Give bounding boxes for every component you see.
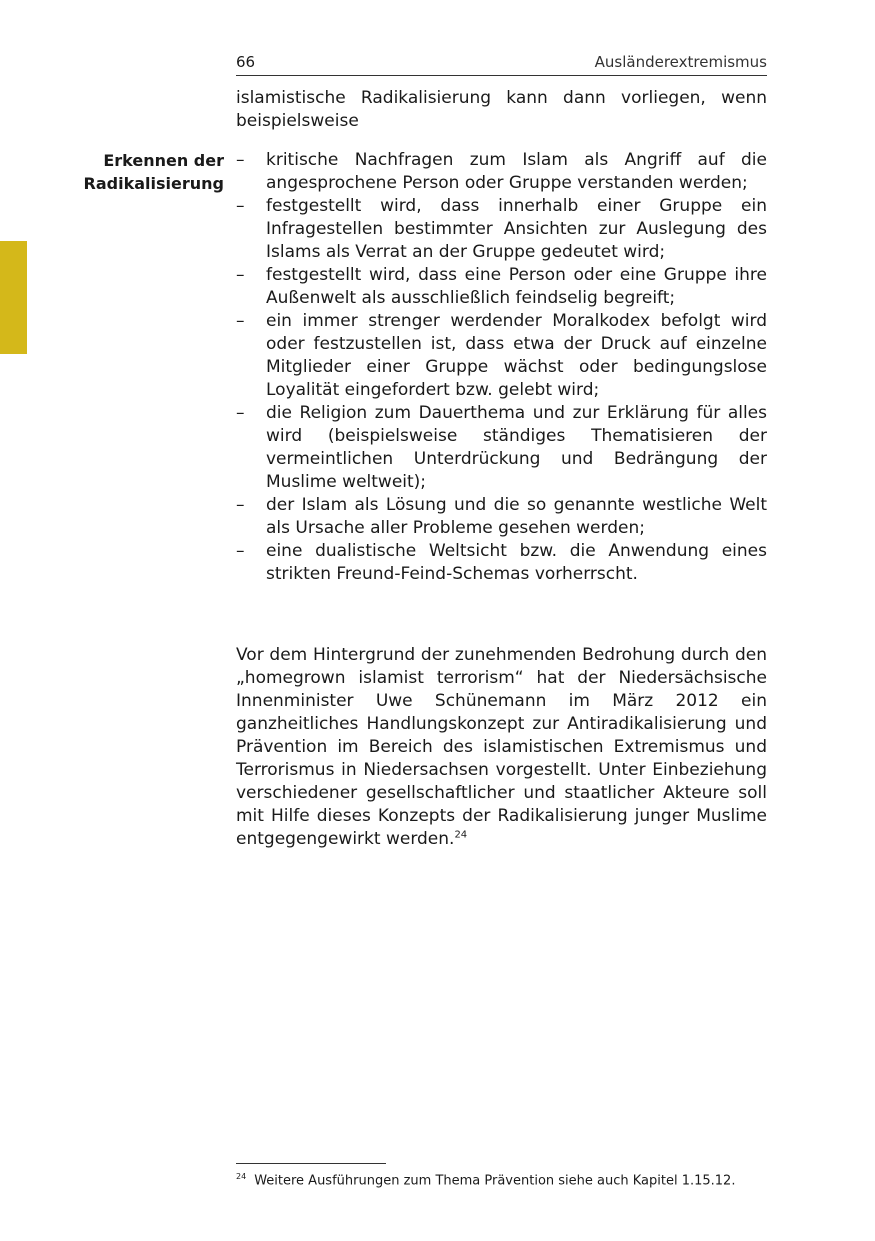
list-item-text: die Religion zum Dauerthema und zur Erklärung für alles wird (beispielsweise ständiges Thematisieren der vermeintlichen Unterdrückung und Bedrängung der Muslime weltweit); bbox=[266, 403, 767, 492]
footnote-number: 24 bbox=[236, 1172, 247, 1181]
list-item bbox=[236, 195, 767, 264]
dash-bullet: – bbox=[236, 265, 245, 285]
dash-bullet: – bbox=[236, 403, 245, 423]
intro-text: islamistische Radikalisierung kann dann vorliegen, wenn beispielsweise bbox=[236, 88, 767, 131]
page-header bbox=[236, 51, 767, 76]
indicator-list bbox=[236, 149, 767, 586]
dash-bullet: – bbox=[236, 541, 245, 561]
page-number: 66 bbox=[236, 53, 256, 71]
running-title: Ausländerextremismus bbox=[594, 53, 767, 71]
margin-heading: Erkennen der Radikalisierung bbox=[83, 151, 224, 193]
list-item-text: ein immer strenger werdender Moralkodex befolgt wird oder festzustellen ist, dass etwa der Druck auf einzelne Mitglieder einer Gruppe wächst oder bedingungslose Loyalität eingefordert bzw. gelebt wird; bbox=[266, 311, 767, 400]
footnote-divider bbox=[236, 1163, 386, 1164]
list-item-text: festgestellt wird, dass innerhalb einer Gruppe ein Infragestellen bestimmter Ansichten zur Auslegung des Islams als Verrat an der Gruppe gedeutet wird; bbox=[266, 196, 767, 262]
chapter-color-tab bbox=[0, 241, 27, 354]
dash-bullet: – bbox=[236, 150, 245, 170]
list-item-text: der Islam als Lösung und die so genannte westliche Welt als Ursache aller Probleme gesehen werden; bbox=[266, 495, 767, 538]
dash-bullet: – bbox=[236, 311, 245, 331]
footnote-reference[interactable]: 24 bbox=[454, 829, 468, 841]
footnote-text: Weitere Ausführungen zum Thema Prävention siehe auch Kapitel 1.15.12. bbox=[254, 1173, 736, 1189]
list-item bbox=[236, 494, 767, 540]
list-item-text: festgestellt wird, dass eine Person oder eine Gruppe ihre Außenwelt als ausschließlich feindselig begreift; bbox=[266, 265, 767, 308]
paragraph-text: Vor dem Hintergrund der zunehmenden Bedrohung durch den „homegrown islamist terrorism“ hat der Niedersächsische Innenminister Uwe Schünemann im März 2012 ein ganzheitliches Handlungskonzept zur Antiradikalisierung und Prävention im Bereich des islamistischen Extremismus und Terrorismus in Niedersachsen vorgestellt. Unter Einbeziehung verschiedener gesellschaftlicher und staatlicher Akteure soll mit Hilfe dieses Konzepts der Radikalisierung junger Muslime entgegengewirkt werden. bbox=[236, 645, 767, 849]
list-item bbox=[236, 264, 767, 310]
dash-bullet: – bbox=[236, 196, 245, 216]
list-item bbox=[236, 149, 767, 195]
body-paragraph bbox=[236, 644, 767, 851]
dash-bullet: – bbox=[236, 495, 245, 515]
list-item-text: eine dualistische Weltsicht bzw. die Anwendung eines strikten Freund-Feind-Schemas vorherrscht. bbox=[266, 541, 767, 584]
list-item bbox=[236, 310, 767, 402]
footnote bbox=[236, 1168, 767, 1189]
list-item bbox=[236, 402, 767, 494]
list-item bbox=[236, 540, 767, 586]
list-item-text: kritische Nachfragen zum Islam als Angriff auf die angesprochene Person oder Gruppe verstanden werden; bbox=[266, 150, 767, 193]
